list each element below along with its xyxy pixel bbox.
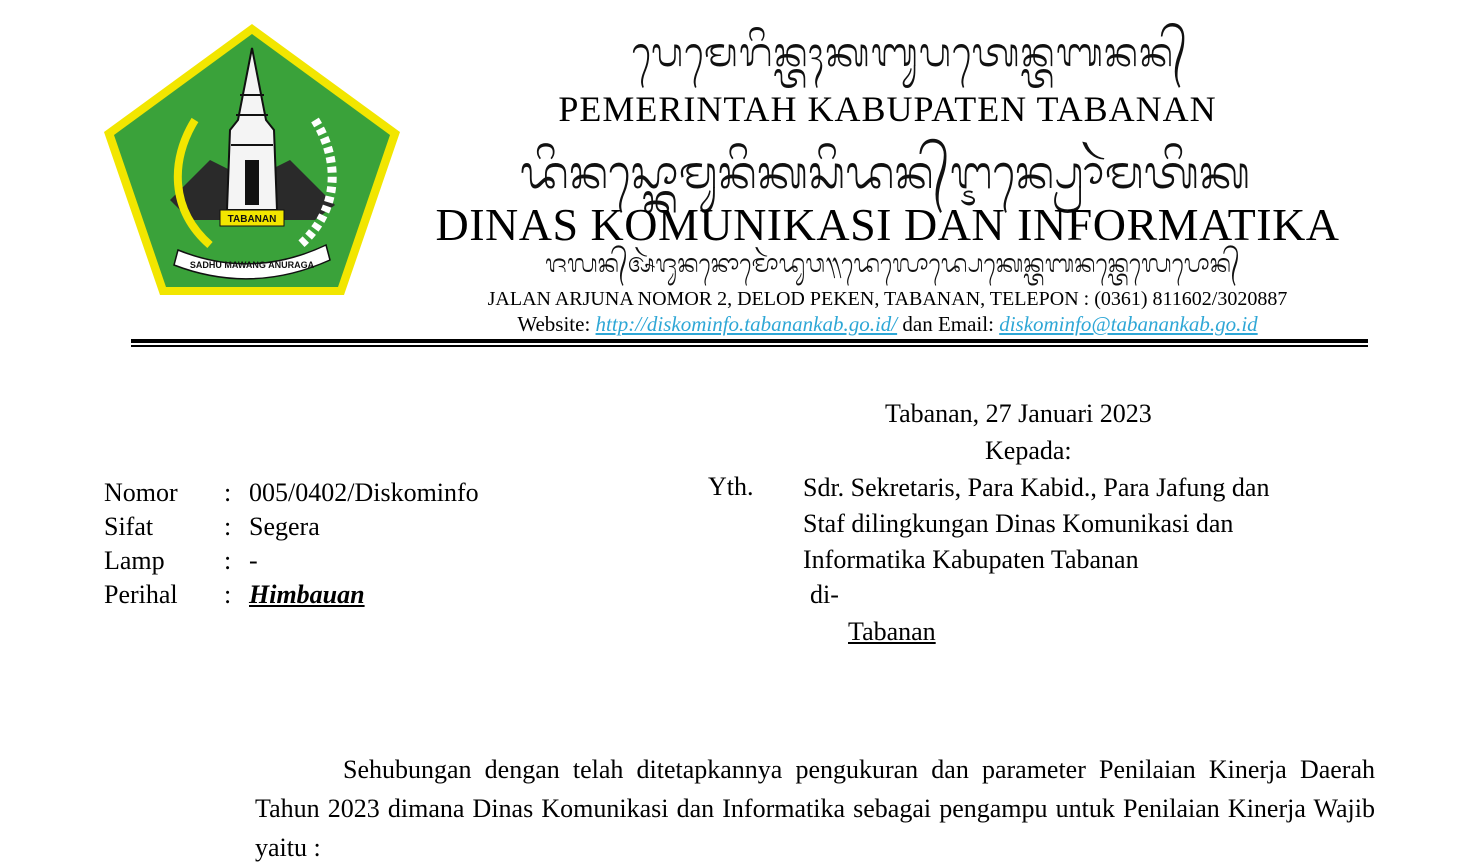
meta-label-lamp: Lamp [104, 546, 165, 575]
body-paragraph-text: Sehubungan dengan telah ditetapkannya pengukuran dan parameter Penilaian Kinerja Daerah Tahun 2023 dimana Dinas Komunikasi dan Informatika sebagai pengampu untuk Penilaian Kinerja Wajib yaitu : [255, 755, 1375, 862]
tabanan-regency-logo [100, 20, 405, 300]
recipient-line: Staf dilingkungan Dinas Komunikasi dan [803, 509, 1234, 538]
email-link[interactable]: diskominfo@tabanankab.go.id [999, 312, 1258, 336]
meta-values [249, 476, 479, 612]
meta-label-perihal: Perihal [104, 580, 178, 609]
meta-colons [224, 476, 231, 612]
body-paragraph [255, 750, 1375, 867]
meta-value-nomor: 005/0402/Diskominfo [249, 478, 479, 507]
meta-label-nomor: Nomor [104, 478, 178, 507]
website-label: Website: [517, 312, 596, 336]
meta-colon: : [224, 478, 232, 507]
meta-labels [104, 476, 178, 612]
meta-colon: : [224, 580, 232, 609]
government-name: PEMERINTAH KABUPATEN TABANAN [558, 89, 1217, 129]
meta-colon: : [224, 546, 232, 575]
di-label: di- [810, 580, 839, 609]
meta-value-sifat: Segera [249, 512, 320, 541]
recipient-block [803, 470, 1269, 578]
header-rule-thick [131, 339, 1368, 343]
contact-line [395, 312, 1380, 337]
email-label: dan Email: [897, 312, 1000, 336]
meta-label-sifat: Sifat [104, 512, 154, 541]
meta-value-perihal: Himbauan [249, 580, 365, 609]
header-rule-thin [131, 345, 1368, 347]
letter-date: Tabanan, 27 Januari 2023 [885, 399, 1152, 428]
to-label: Kepada: [985, 436, 1072, 465]
office-address: JALAN ARJUNA NOMOR 2, DELOD PEKEN, TABANAN, TELEPON : (0361) 811602/3020887 [487, 288, 1288, 310]
balinese-script-line-2: ᬤᬶᬦᬲ᭄ᬓᭀᬫᬸᬦᬶᬓᬲᬶᬤᬦ᭄ᬇᬦ᭄ᬧ᭄ᬭᭀᬃᬫᬢᬶᬓ [519, 147, 1251, 198]
recipient-line: Informatika Kabupaten Tabanan [803, 545, 1139, 574]
meta-value-lamp: - [249, 546, 258, 575]
meta-colon: : [224, 512, 232, 541]
yth-label: Yth. [708, 472, 754, 501]
office-name: DINAS KOMUNIKASI DAN INFORMATIKA [435, 199, 1340, 250]
logo-motto: SADHU MAWANG ANURAGA [189, 260, 315, 270]
balinese-script-line-3: ᬚᬮᬦ᭄ᬅᬃᬚᬸᬦᬦᭀᬫᭀᬃᬤᬸᬯ᭟ᬤᬾᬮᭀᬤ᭄ᬧᬾᬓᬾᬦ᭄ᬢᬩᬦᬦ᭄ᬢᬾᬮᬾᬧᭀᬦ᭄ [545, 251, 1240, 278]
website-link[interactable]: http://diskominfo.tabanankab.go.id/ [595, 312, 898, 336]
recipient-place: Tabanan [848, 617, 936, 646]
balinese-script-line-1: ᬧᬾᬫᬾᬭᬶᬦ᭄ᬢᬄᬓᬩᬸᬧᬢᬾᬦ᭄ᬢᬩᬦᬦ᭄ [631, 30, 1189, 75]
logo-regency-label: TABANAN [227, 214, 277, 225]
recipient-line: Sdr. Sekretaris, Para Kabid., Para Jafung dan [803, 473, 1270, 502]
